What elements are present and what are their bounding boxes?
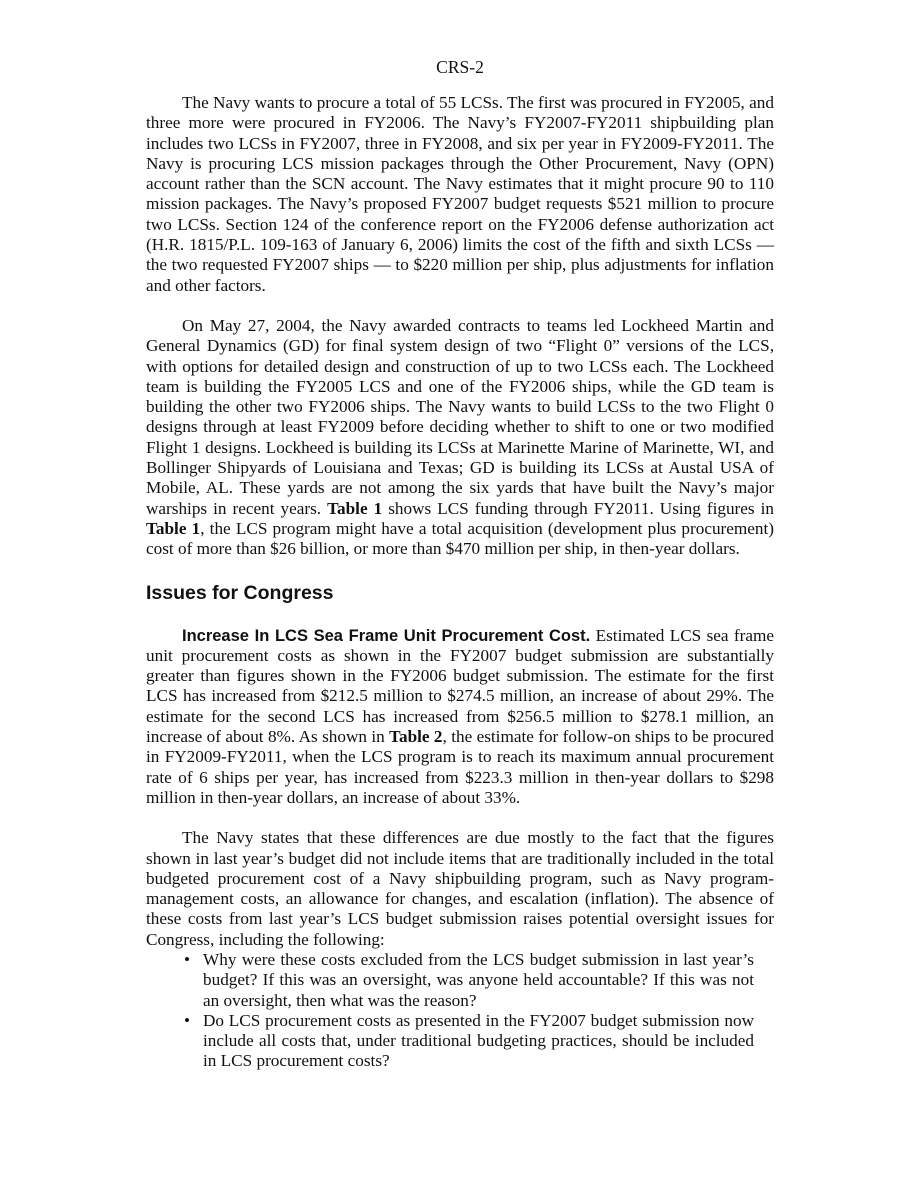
paragraph-text: On May 27, 2004, the Navy awarded contracts to teams led Lockheed Martin and General Dynamics (GD) for final system design of two “Flight 0” versions of the LCS, with options for detailed design and construction of up to two LCSs each. The Lockheed team is building the FY2005 LCS and one of the FY2006 ships, while the GD team is building the other two FY2006 ships. The Navy wants to build LCSs to the two Flight 0 designs through at least FY2009 before deciding whether to shift to one or two modified Flight 1 designs. Lockheed is building its LCSs at Marinette Marine of Marinette, WI, and Bollinger Shipyards of Louisiana and Texas; GD is building its LCSs at Austal USA of Mobile, AL. These yards are not among the six yards that have built the Navy’s major warships in recent years. bbox=[146, 315, 774, 518]
paragraph-text: shows LCS funding through FY2011. Using figures in bbox=[382, 498, 774, 518]
run-in-heading: Increase In LCS Sea Frame Unit Procurement Cost. bbox=[182, 626, 591, 645]
bullet-marker: • bbox=[184, 949, 191, 969]
oversight-questions-list bbox=[182, 950, 754, 1072]
section-heading: Issues for Congress bbox=[146, 581, 334, 604]
paragraph-text: , the LCS program might have a total acquisition (development plus procurement) cost of more than $26 billion, or more than $470 million per ship, in then-year dollars. bbox=[146, 518, 774, 559]
table-reference: Table 2 bbox=[389, 727, 443, 747]
paragraph-unit-cost-increase bbox=[146, 626, 774, 809]
list-item-text: Why were these costs excluded from the LCS budget submission in last year’s budget? If this was an oversight, was anyone held accountable? If this was not an oversight, then what was the reason? bbox=[203, 949, 754, 1010]
document-page bbox=[146, 0, 774, 1072]
list-item bbox=[182, 950, 754, 1011]
paragraph-text: Estimated LCS sea frame unit procurement costs as shown in the FY2007 budget submission are substantially greater than figures shown in the FY2006 budget submission. The estimate for the first LCS has increased from $212.5 million to $274.5 million, an increase of about 29%. The estimate for the second LCS has increased from $256.5 million to $278.1 million, an increase of about 8%. As shown in bbox=[146, 625, 774, 747]
page-header bbox=[146, 56, 774, 78]
page-number-label: CRS-2 bbox=[436, 57, 484, 77]
list-item-text: Do LCS procurement costs as presented in the FY2007 budget submission now include all costs that, under traditional budgeting practices, should be included in LCS procurement costs? bbox=[203, 1010, 754, 1071]
paragraph-contract-awards bbox=[146, 316, 774, 560]
bullet-marker: • bbox=[184, 1010, 191, 1030]
table-reference: Table 1 bbox=[327, 498, 383, 518]
paragraph-lcs-procurement-plan: The Navy wants to procure a total of 55 LCSs. The first was procured in FY2005, and three more were procured in FY2006. The Navy’s FY2007-FY2011 shipbuilding plan includes two LCSs in FY2007, three in FY2008, and six per year in FY2009-FY2011. The Navy is procuring LCS mission packages through the Other Procurement, Navy (OPN) account rather than the SCN account. The Navy estimates that it might procure 90 to 110 mission packages. The Navy’s proposed FY2007 budget requests $521 million to procure two LCSs. Section 124 of the conference report on the FY2006 defense authorization act (H.R. 1815/P.L. 109-163 of January 6, 2006) limits the cost of the fifth and sixth LCSs — the two requested FY2007 ships — to $220 million per ship, plus adjustments for inflation and other factors. bbox=[146, 93, 774, 295]
paragraph-text: , the estimate for follow-on ships to be procured in FY2009-FY2011, when the LCS program is to reach its maximum annual procurement rate of 6 ships per year, has increased from $223.3 million in then-year dollars to $298 million in then-year dollars, an increase of about 33%. bbox=[146, 727, 774, 807]
table-reference: Table 1 bbox=[146, 518, 201, 538]
list-item bbox=[182, 1011, 754, 1072]
paragraph-navy-explanation: The Navy states that these differences are due mostly to the fact that the figures shown in last year’s budget did not include items that are traditionally included in the total budgeted procurement cost of a Navy shipbuilding program, such as Navy program-management costs, an allowance for changes, and escalation (inflation). The absence of these costs from last year’s LCS budget submission raises potential oversight issues for Congress, including the following: bbox=[146, 828, 774, 949]
